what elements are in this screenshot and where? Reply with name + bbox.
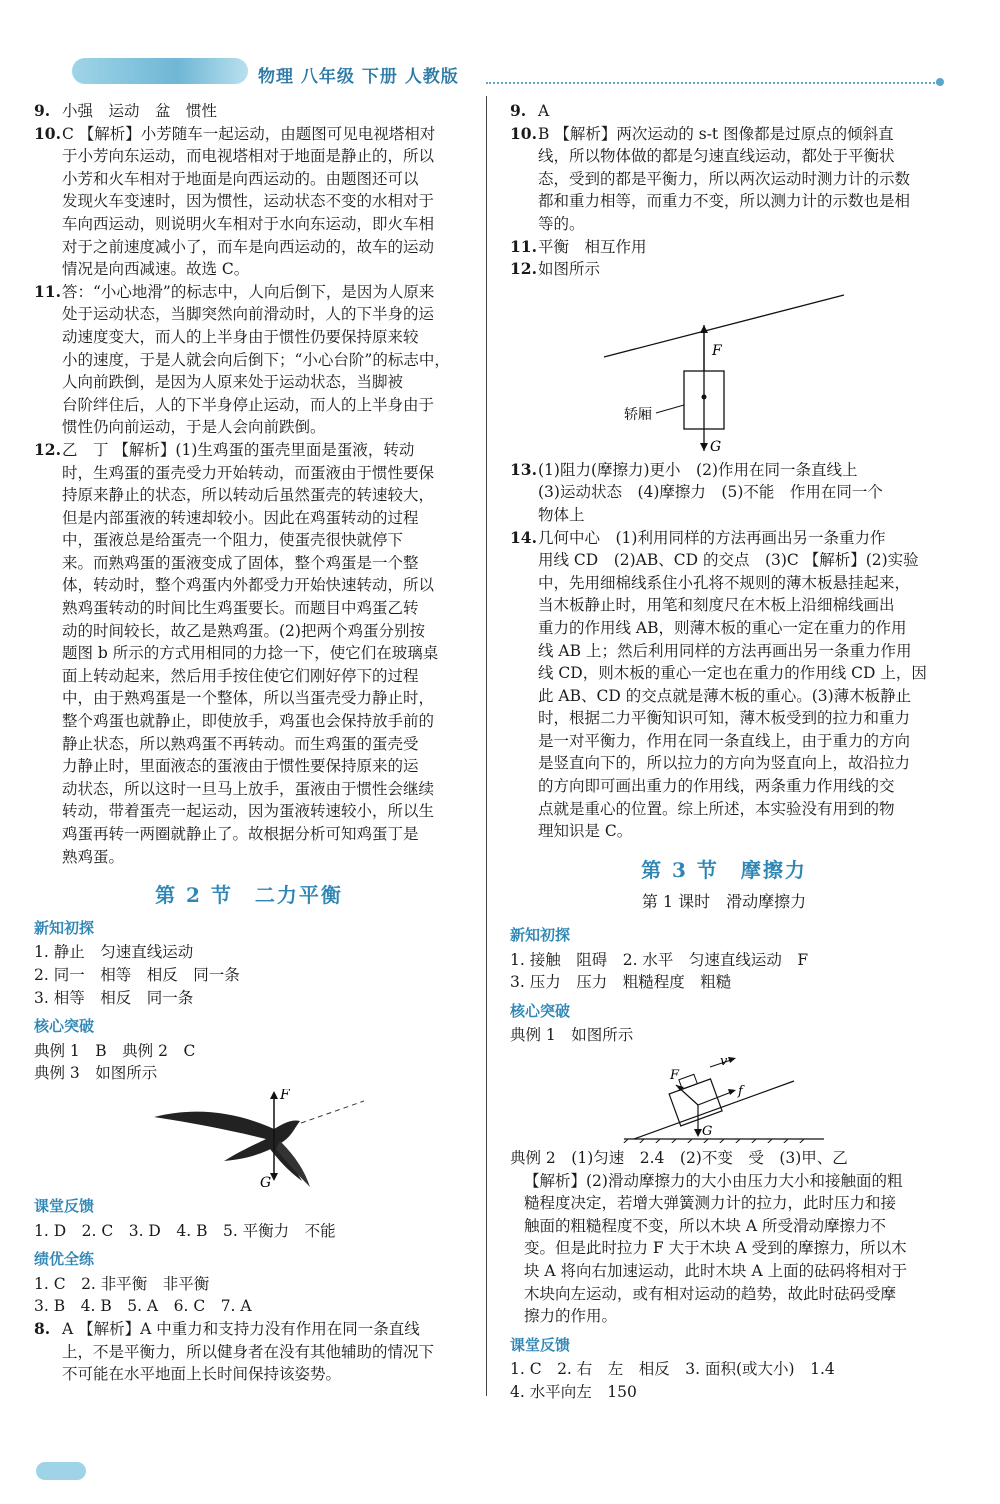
answer-line: 不可能在水平地面上长时间保持该姿势。 <box>62 1365 342 1384</box>
new-knowledge-heading-3: 新知初探 <box>510 926 571 945</box>
feedback-answers <box>34 1220 464 1243</box>
answer-line: 1. 静止 匀速直线运动 <box>34 943 194 962</box>
answer-line: 如图所示 <box>538 260 601 279</box>
practice-answers <box>34 1273 464 1318</box>
answer-line: 台阶绊住后，人的下半身停止运动，而人的上半身由于 <box>62 395 435 414</box>
answer-line: 1. C 2. 右 左 相反 3. 面积(或大小) 1.4 <box>510 1360 835 1379</box>
answer-line: A 【解析】A 中重力和支持力没有作用在同一条直线 <box>62 1319 420 1338</box>
answer-line: 理知识是 C。 <box>538 822 633 841</box>
answer-line: 动速度变大，而人的上半身由于惯性仍要保持原来较 <box>62 327 419 346</box>
answer-line: 熟鸡蛋转动的时间比生鸡蛋要长。而题目中鸡蛋乙转 <box>62 599 419 618</box>
answer-line: 典例 1 如图所示 <box>510 1026 634 1045</box>
core-answers-3 <box>510 1024 938 1047</box>
answer-number: 9. <box>510 101 527 120</box>
answer-line: 熟鸡蛋。 <box>62 847 125 866</box>
answer-line: 体，转动时，整个鸡蛋内外都受力开始快速转动，所以 <box>62 576 435 595</box>
answer-line: 车向西运动，则说明火车相对于水向东运动，即火车相 <box>62 214 435 233</box>
core-heading: 核心突破 <box>34 1017 95 1036</box>
incline-velocity-label: v <box>720 1054 728 1069</box>
answer-line: 整个鸡蛋也就静止，即使放手，鸡蛋也会保持放手前的 <box>62 712 435 731</box>
answer-line: 对于之前速度减小了，而车是向西运动的，故车的运动 <box>62 237 435 256</box>
feedback-answers-3 <box>510 1358 938 1403</box>
swallow-force-f-label: F <box>280 1088 290 1103</box>
example-2-answer: 典例 2 (1)匀速 2.4 (2)不变 受 (3)甲、乙 <box>510 1149 848 1167</box>
incline-block-figure <box>614 1051 834 1143</box>
answer-item <box>34 1318 464 1386</box>
answer-line: 的方向即可画出重力的作用线，两条重力作用线的交 <box>538 777 895 796</box>
right-answer-list-top <box>510 100 938 281</box>
answer-item <box>510 459 938 527</box>
incline-force-f-label: F <box>670 1068 680 1083</box>
feedback-heading-3: 课堂反馈 <box>510 1335 571 1354</box>
answer-number: 9. <box>34 101 51 120</box>
answer-item-8 <box>34 1318 464 1386</box>
header-title: 物理 八年级 下册 人教版 <box>258 67 459 87</box>
answer-line: 中，先用细棉线系住小孔将不规则的薄木板悬挂起来， <box>538 573 911 592</box>
new-knowledge-answers <box>34 941 464 1009</box>
answer-line: 面上转动起来，然后用手按住使它们刚好停下的过程 <box>62 666 419 685</box>
answer-line: 中，蛋液总是给蛋壳一个阻力，使蛋壳很快就停下 <box>62 531 404 550</box>
new-knowledge-answers-3 <box>510 949 938 994</box>
incline-gravity-label: G <box>702 1124 713 1139</box>
lesson-title: 第 1 课时 滑动摩擦力 <box>641 892 807 912</box>
answer-item <box>34 439 464 868</box>
answer-line: 等的。 <box>538 214 585 233</box>
answer-line: 点就是重心的位置。综上所述，本实验没有用到的物 <box>538 799 895 818</box>
answer-item <box>510 527 938 843</box>
answer-line: 典例 3 如图所示 <box>34 1064 158 1083</box>
answer-line: 鸡蛋再转一两圈就静止了。故根据分析可知鸡蛋丁是 <box>62 825 419 843</box>
answer-line: B 【解析】两次运动的 s-t 图像都是过原点的倾斜直 <box>538 124 894 143</box>
swallow-force-figure <box>134 1089 364 1189</box>
elevator-force-figure <box>594 285 854 455</box>
answer-line: 平衡 相互作用 <box>538 237 647 256</box>
answer-line: 线 AB 上；然后利用同样的方法再画出另一条重力作用 <box>538 641 912 660</box>
answer-item <box>510 100 938 123</box>
answer-line: 用线 CD (2)AB、CD 的交点 (3)C 【解析】(2)实验 <box>538 551 919 570</box>
header-badge <box>72 58 248 84</box>
answer-line: 块 A 将向右加速运动，此时木块 A 上面的砝码将相对于 <box>524 1261 908 1280</box>
answer-line: 转动，带着蛋壳一起运动，因为蛋液转速较小，所以生 <box>62 802 435 821</box>
answer-item <box>34 100 464 123</box>
new-knowledge-heading: 新知初探 <box>34 918 95 937</box>
answer-line: 1. 接触 阻碍 2. 水平 匀速直线运动 F <box>510 950 809 969</box>
answer-line: 持原来静止的状态，所以转动后虽然蛋壳的转速较大， <box>62 486 435 505</box>
answer-line: 乙 丁 【解析】(1)生鸡蛋的蛋壳里面是蛋液，转动 <box>62 440 415 459</box>
elevator-force-f-label: F <box>712 342 722 359</box>
answer-line: 但是内部蛋液的转速却较小。因此在鸡蛋转动的过程 <box>62 508 419 527</box>
section-2-title: 第 2 节 二力平衡 <box>155 883 343 908</box>
answer-line: 是一对平衡力，作用在同一条直线上，由于重力的方向 <box>538 731 911 750</box>
answer-line: 上，不是平衡力，所以健身者在没有其他辅助的情况下 <box>62 1342 435 1361</box>
answer-line: 静止状态，所以熟鸡蛋不再转动。而生鸡蛋的蛋壳受 <box>62 734 419 753</box>
header-dotted-line <box>486 82 938 84</box>
answer-line: 当木板静止时，用笔和刻度尺在木板上沿细棉线画出 <box>538 596 895 615</box>
answer-item <box>510 258 938 281</box>
answer-line: 时，根据二力平衡知识可知，薄木板受到的拉力和重力 <box>538 709 911 728</box>
feedback-heading: 课堂反馈 <box>34 1196 95 1215</box>
answer-line: 变。但是此时拉力 F 大于木块 A 受到的摩擦力，所以木 <box>524 1239 907 1258</box>
answer-line: 题图 b 所示的方式用相同的力捻一下，使它们在玻璃桌 <box>62 644 439 663</box>
answer-line: 【解析】(2)滑动摩擦力的大小由压力大小和接触面的粗 <box>524 1171 903 1190</box>
practice-heading: 绩优全练 <box>34 1250 95 1269</box>
page-number-tab <box>36 1462 86 1480</box>
answer-line: (1)阻力(摩擦力)更小 (2)作用在同一条直线上 <box>538 460 858 479</box>
answer-line: 人向前跌倒，是因为人原来处于运动状态，当脚被 <box>62 373 404 392</box>
incline-friction-label: f <box>738 1084 743 1099</box>
answer-line: 都和重力相等，而重力不变，所以测力计的示数也是相 <box>538 192 911 211</box>
answer-line: 3. B 4. B 5. A 6. C 7. A <box>34 1297 252 1316</box>
core-answers <box>34 1040 464 1085</box>
core-heading-3: 核心突破 <box>510 1001 571 1020</box>
answer-number: 10. <box>34 123 61 143</box>
answer-line: 3. 压力 压力 粗糙程度 粗糙 <box>510 973 732 992</box>
answer-number: 14. <box>510 527 537 547</box>
answer-line: C 【解析】小芳随车一起运动，由题图可见电视塔相对 <box>62 124 436 143</box>
answer-line: 中，由于熟鸡蛋是一个整体，所以当蛋壳受力静止时， <box>62 689 435 708</box>
answer-line: 擦力的作用。 <box>524 1307 618 1326</box>
answer-line: 3. 相等 相反 同一条 <box>34 988 194 1007</box>
answer-line: 处于运动状态，当脚突然向前滑动时，人的下半身的运 <box>62 305 435 324</box>
answer-line: 答：“小心地滑”的标志中，人向后倒下，是因为人原来 <box>62 282 435 301</box>
answer-line: 小芳和火车相对于地面是向西运动的。由题图还可以 <box>62 169 419 188</box>
answer-line: 触面的粗糙程度不变，所以木块 A 所受滑动摩擦力不 <box>524 1216 887 1235</box>
answer-number: 12. <box>510 259 537 279</box>
answer-line: 时，生鸡蛋的蛋壳受力开始转动，而蛋液由于惯性要保 <box>62 463 435 482</box>
answer-line: 4. 水平向左 150 <box>510 1382 637 1401</box>
answer-line: 物体上 <box>538 505 585 524</box>
elevator-cab-label: 轿厢 <box>624 406 652 423</box>
answer-line: 1. C 2. 非平衡 非平衡 <box>34 1274 210 1293</box>
answer-item <box>34 281 464 439</box>
swallow-force-g-label: G <box>260 1174 272 1189</box>
answer-line: 此 AB、CD 的交点就是薄木板的重心。(3)薄木板静止 <box>538 686 912 705</box>
answer-line: 重力的作用线 AB，则薄木板的重心一定在重力的作用 <box>538 618 907 637</box>
answer-line: 是竖直向下的，所以拉力的方向为竖直向上，故沿拉力 <box>538 754 911 773</box>
answer-line: 几何中心 (1)利用同样的方法再画出另一条重力作 <box>538 528 886 547</box>
answer-line: 糙程度决定，若增大弹簧测力计的拉力，此时压力和接 <box>524 1194 897 1213</box>
answer-number: 8. <box>34 1318 51 1338</box>
answer-item <box>510 123 938 236</box>
answer-number: 11. <box>34 281 61 301</box>
answer-line: 典例 1 B 典例 2 C <box>34 1041 196 1060</box>
answer-line: 态，受到的都是平衡力，所以两次运动时测力计的示数 <box>538 169 911 188</box>
answer-line: 来。而熟鸡蛋的蛋液变成了固体，整个鸡蛋是一个整 <box>62 553 419 572</box>
answer-line: 动的时间较长，故乙是熟鸡蛋。(2)把两个鸡蛋分别按 <box>62 621 425 640</box>
left-answer-list <box>34 100 464 868</box>
answer-line: 于小芳向东运动，而电视塔相对于地面是静止的，所以 <box>62 147 435 166</box>
header-dot <box>936 78 944 86</box>
answer-line: 线 CD，则木板的重心一定也在重力的作用线 CD 上，因 <box>538 664 927 683</box>
answer-line: A <box>538 102 550 120</box>
answer-line: 1. D 2. C 3. D 4. B 5. 平衡力 不能 <box>34 1221 336 1240</box>
answer-line: 发现火车变速时，因为惯性，运动状态不变的水相对于 <box>62 192 435 211</box>
answer-number: 11. <box>510 236 537 256</box>
elevator-force-g-label: G <box>710 438 722 455</box>
answer-line: 2. 同一 相等 相反 同一条 <box>34 965 240 984</box>
answer-line: 木块向左运动，或有相对运动的趋势，故此时砝码受摩 <box>524 1284 897 1303</box>
answer-line: 情况是向西减速。故选 C。 <box>62 260 250 279</box>
answer-line: (3)运动状态 (4)摩擦力 (5)不能 作用在同一个 <box>538 483 883 502</box>
answer-line: 线，所以物体做的都是匀速直线运动，都处于平衡状 <box>538 147 895 166</box>
answer-item <box>510 236 938 259</box>
answer-line: 动状态，所以这时一旦马上放手，蛋液由于惯性会继续 <box>62 779 435 798</box>
answer-line: 惯性仍向前运动，于是人会向前跌倒。 <box>62 418 326 437</box>
left-column <box>34 100 464 1386</box>
answer-number: 13. <box>510 459 537 479</box>
answer-number: 10. <box>510 123 537 143</box>
right-column <box>510 100 938 1404</box>
column-divider <box>486 96 487 1396</box>
answer-item <box>34 123 464 281</box>
example-2-analysis <box>510 1170 938 1328</box>
answer-line: 小强 运动 盆 惯性 <box>62 102 218 120</box>
right-answer-list-mid <box>510 459 938 843</box>
answer-line: 小的速度，于是人就会向后倒下；“小心台阶”的标志中， <box>62 350 450 369</box>
answer-number: 12. <box>34 439 61 459</box>
section-3-title: 第 3 节 摩擦力 <box>641 857 807 882</box>
answer-line: 力静止时，里面液态的蛋液由于惯性要保持原来的运 <box>62 757 419 776</box>
